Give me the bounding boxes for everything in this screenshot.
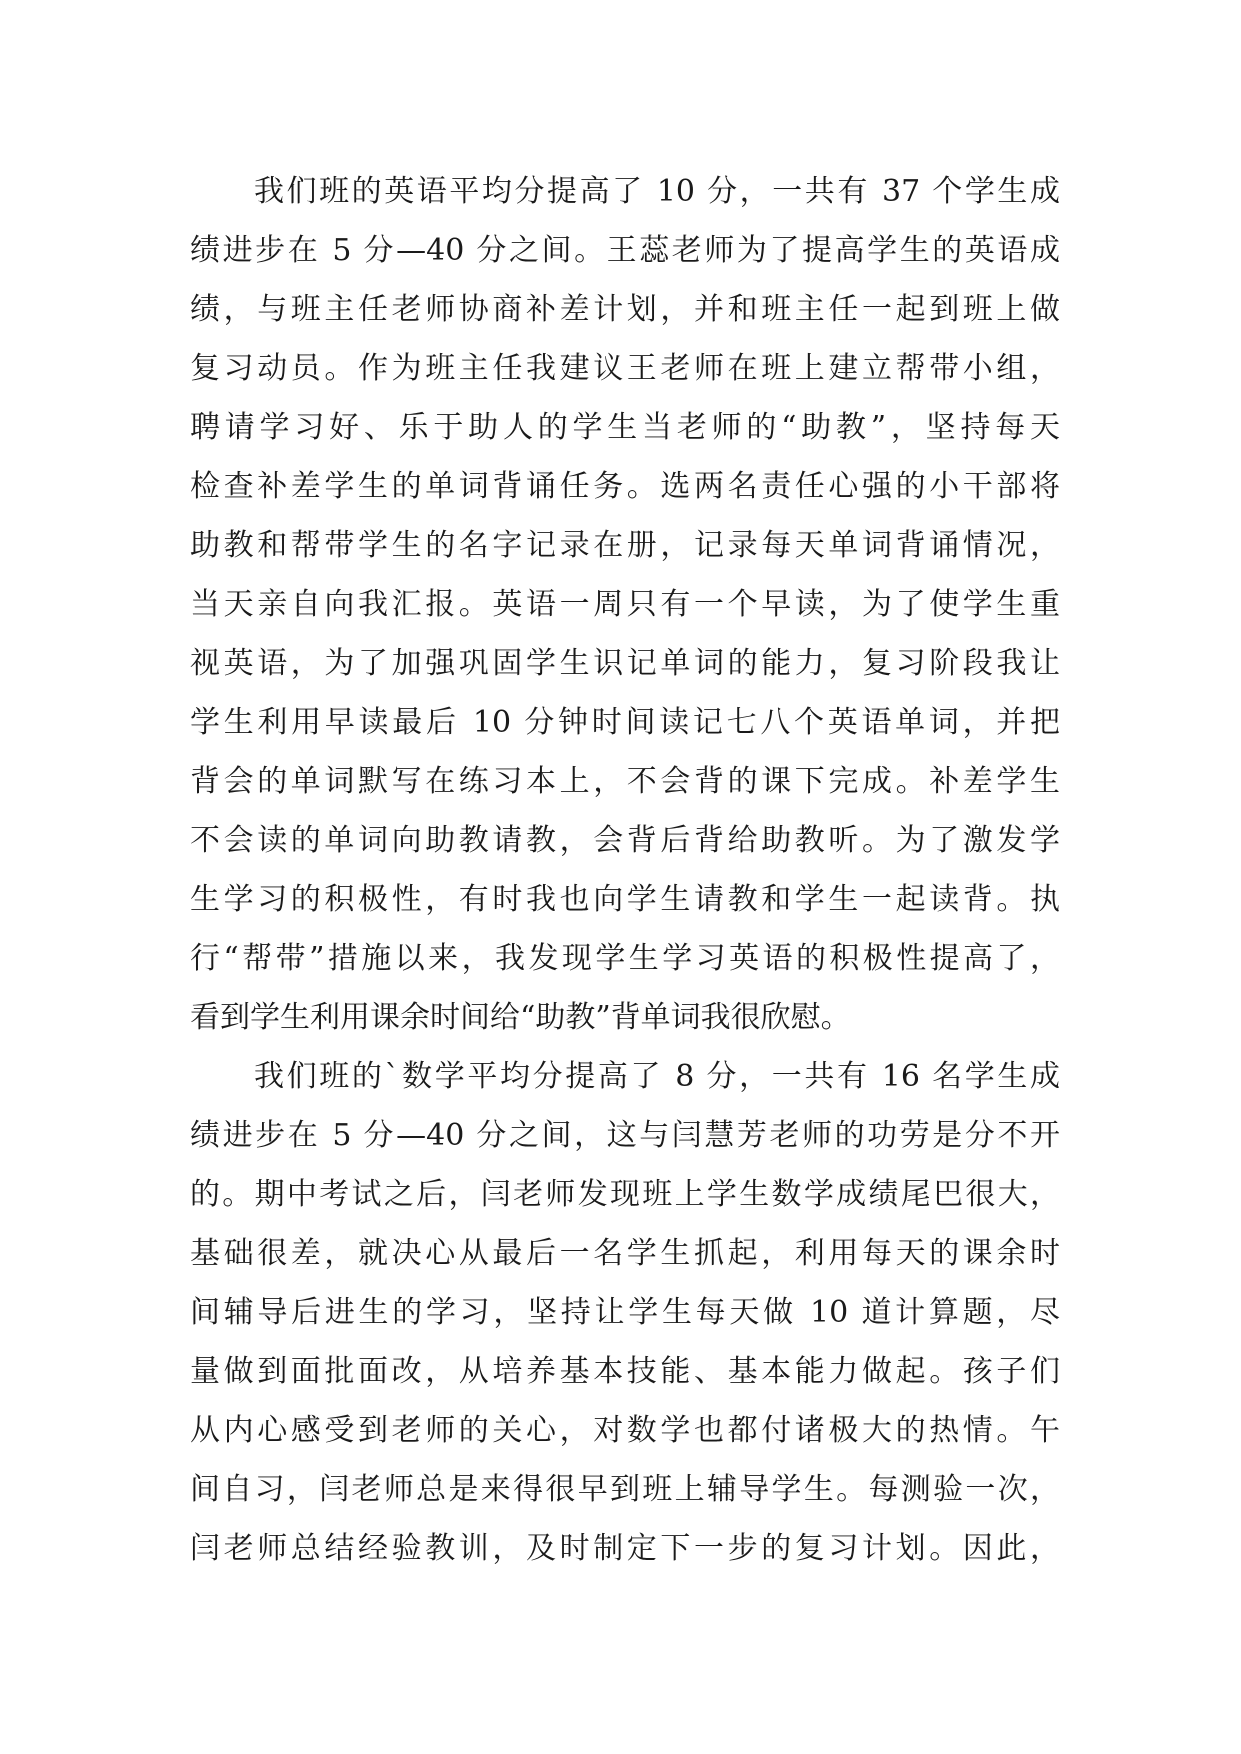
text-line: 绩进步在 5 分—40 分之间。王蕊老师为了提高学生的英语成 (190, 233, 1060, 268)
text-line: 闫老师总结经验教训，及时制定下一步的复习计划。因此， (190, 1531, 1060, 1566)
document-body (190, 162, 1060, 1578)
text-line: 量做到面批面改，从培养基本技能、基本能力做起。孩子们 (190, 1354, 1060, 1389)
text-line: 聘请学习好、乐于助人的学生当老师的“助教”，坚持每天 (190, 410, 1060, 445)
text-line: 基础很差，就决心从最后一名学生抓起，利用每天的课余时 (190, 1236, 1060, 1271)
paragraph-math-scores (190, 1047, 1060, 1578)
text-line: 复习动员。作为班主任我建议王老师在班上建立帮带小组， (190, 351, 1060, 386)
text-line: 看到学生利用课余时间给“助教”背单词我很欣慰。 (190, 1000, 851, 1035)
text-line: 视英语，为了加强巩固学生识记单词的能力，复习阶段我让 (190, 646, 1060, 681)
text-line: 间辅导后进生的学习，坚持让学生每天做 10 道计算题，尽 (190, 1295, 1060, 1330)
text-line: 行“帮带”措施以来，我发现学生学习英语的积极性提高了， (190, 941, 1060, 976)
text-line: 我们班的`数学平均分提高了 8 分，一共有 16 名学生成 (254, 1059, 1060, 1094)
text-line: 背会的单词默写在练习本上，不会背的课下完成。补差学生 (190, 764, 1060, 799)
text-line: 绩进步在 5 分—40 分之间，这与闫慧芳老师的功劳是分不开 (190, 1118, 1060, 1153)
text-line: 间自习，闫老师总是来得很早到班上辅导学生。每测验一次， (190, 1472, 1060, 1507)
text-line: 不会读的单词向助教请教，会背后背给助教听。为了激发学 (190, 823, 1060, 858)
text-line: 我们班的英语平均分提高了 10 分，一共有 37 个学生成 (254, 174, 1060, 209)
text-line: 从内心感受到老师的关心，对数学也都付诸极大的热情。午 (190, 1413, 1060, 1448)
text-line: 绩，与班主任老师协商补差计划，并和班主任一起到班上做 (190, 292, 1060, 327)
text-line: 检查补差学生的单词背诵任务。选两名责任心强的小干部将 (190, 469, 1060, 504)
text-line: 学生利用早读最后 10 分钟时间读记七八个英语单词，并把 (190, 705, 1060, 740)
text-line: 当天亲自向我汇报。英语一周只有一个早读，为了使学生重 (190, 587, 1060, 622)
text-line: 的。期中考试之后，闫老师发现班上学生数学成绩尾巴很大， (190, 1177, 1060, 1212)
text-line: 助教和帮带学生的名字记录在册，记录每天单词背诵情况， (190, 528, 1060, 563)
paragraph-english-scores (190, 162, 1060, 1047)
text-line: 生学习的积极性，有时我也向学生请教和学生一起读背。执 (190, 882, 1060, 917)
